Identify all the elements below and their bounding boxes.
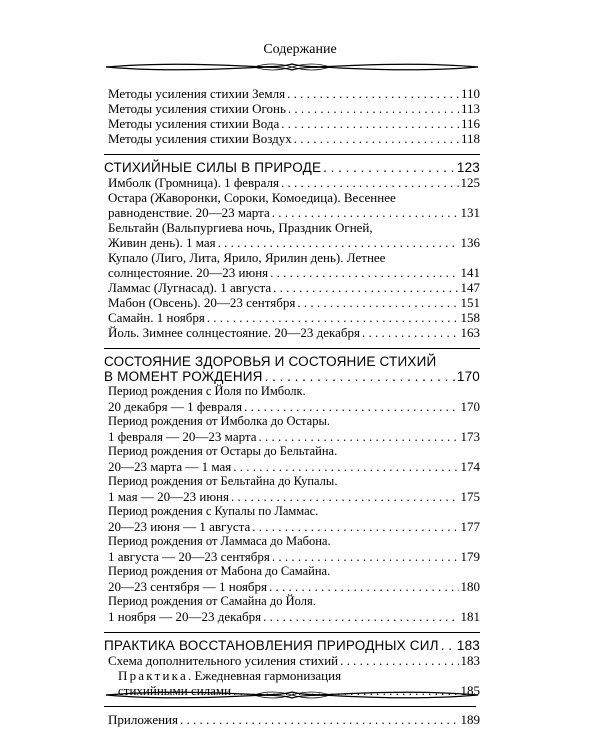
page-header: Содержание xyxy=(263,42,337,57)
toc-period-line: Период рождения с Йоля по Имболк. xyxy=(108,384,306,398)
toc-period-entry[interactable]: 1 мая — 20—23 июня . . . 175 xyxy=(104,489,480,504)
toc-entry[interactable]: Методы усиления стихии Огонь . . . 113 xyxy=(104,101,480,116)
toc-practice-line xyxy=(104,668,480,683)
toc-period-entry[interactable]: 1 ноября — 20—23 декабря . . . 181 xyxy=(104,609,480,624)
toc-entry[interactable]: стихийными силами . . . 185 xyxy=(104,683,480,698)
toc-entry[interactable]: Схема дополнительного усиления стихий . . . 183 xyxy=(104,653,480,668)
section-divider xyxy=(104,632,480,633)
toc-period-line: Период рождения от Остары до Бельтайна. xyxy=(108,444,338,458)
practice-label: Практика xyxy=(118,668,188,683)
toc-period-line: Период рождения от Самайна до Йоля. xyxy=(108,594,316,608)
toc-entry[interactable]: Методы усиления стихии Вода . . . 116 xyxy=(104,116,480,131)
toc-entry[interactable]: Ламмас (Лугнасад). 1 августа . . . 147 xyxy=(104,280,480,295)
toc-entry-line: Купало (Лиго, Лита, Ярило, Ярилин день). Летнее xyxy=(108,250,386,265)
toc-period-line: Период рождения от Ламмаса до Мабона. xyxy=(108,534,331,548)
section-divider xyxy=(104,154,480,155)
toc-entry[interactable]: солнцестояние. 20—23 июня . . . 141 xyxy=(104,265,480,280)
toc-period-entry[interactable]: 1 февраля — 20—23 марта . . . 173 xyxy=(104,429,480,444)
toc-period-entry[interactable]: 20—23 марта — 1 мая . . . 174 xyxy=(104,459,480,474)
toc-section-title[interactable]: ПРАКТИКА ВОССТАНОВЛЕНИЯ ПРИРОДНЫХ СИЛ . . . 183 xyxy=(104,638,480,653)
toc-entry[interactable]: Самайн. 1 ноября . . . 158 xyxy=(104,310,480,325)
toc-period-entry[interactable]: 20—23 июня — 1 августа . . . 177 xyxy=(104,519,480,534)
toc-period-line: Период рождения от Бельтайна до Купалы. xyxy=(108,474,338,488)
top-ornament xyxy=(104,60,480,74)
toc-entry[interactable]: Йоль. Зимнее солнцестояние. 20—23 декабря . . . 163 xyxy=(104,325,480,340)
toc-entry[interactable]: Методы усиления стихии Земля . . . 110 xyxy=(104,86,480,101)
toc-period-entry[interactable]: 20—23 сентября — 1 ноября . . . 180 xyxy=(104,579,480,594)
toc-entry[interactable]: Приложения . . . 189 xyxy=(104,712,480,727)
toc-entry[interactable]: Имболк (Громница). 1 февраля . . . 125 xyxy=(104,175,480,190)
toc-entry[interactable]: Живин день). 1 мая . . . 136 xyxy=(104,235,480,250)
toc-period-entry[interactable]: 1 августа — 20—23 сентября . . . 179 xyxy=(104,549,480,564)
section-divider xyxy=(104,348,480,349)
toc-period-entry[interactable]: 20 декабря — 1 февраля . . . 170 xyxy=(104,399,480,414)
section-divider xyxy=(104,706,476,707)
toc-period-line: Период рождения от Имболка до Остары. xyxy=(108,414,330,428)
toc-entry[interactable]: равноденствие. 20—23 марта . . . 131 xyxy=(104,205,480,220)
toc-entry-line: Остара (Жаворонки, Сороки, Комоедица). Весеннее xyxy=(108,190,396,205)
toc-entry-line: Бельтайн (Вальпургиева ночь, Праздник Огней, xyxy=(108,220,373,235)
toc-entry[interactable]: Методы усиления стихии Воздух . . . 118 xyxy=(104,131,480,146)
toc-section-title[interactable]: В МОМЕНТ РОЖДЕНИЯ . . . 170 xyxy=(104,369,480,384)
toc-period-line: Период рождения от Мабона до Самайна. xyxy=(108,564,331,578)
toc-section-title[interactable]: СТИХИЙНЫЕ СИЛЫ В ПРИРОДЕ . . . 123 xyxy=(104,160,480,175)
table-of-contents xyxy=(104,86,480,727)
toc-section-title-line: СОСТОЯНИЕ ЗДОРОВЬЯ И СОСТОЯНИЕ СТИХИЙ xyxy=(104,354,437,369)
toc-period-line: Период рождения с Купалы по Ламмас. xyxy=(108,504,319,518)
toc-entry[interactable]: Мабон (Овсень). 20—23 сентября . . . 151 xyxy=(104,295,480,310)
practice-title-start: . Ежедневная гармонизация xyxy=(187,668,342,683)
bottom-ornament xyxy=(104,688,480,702)
